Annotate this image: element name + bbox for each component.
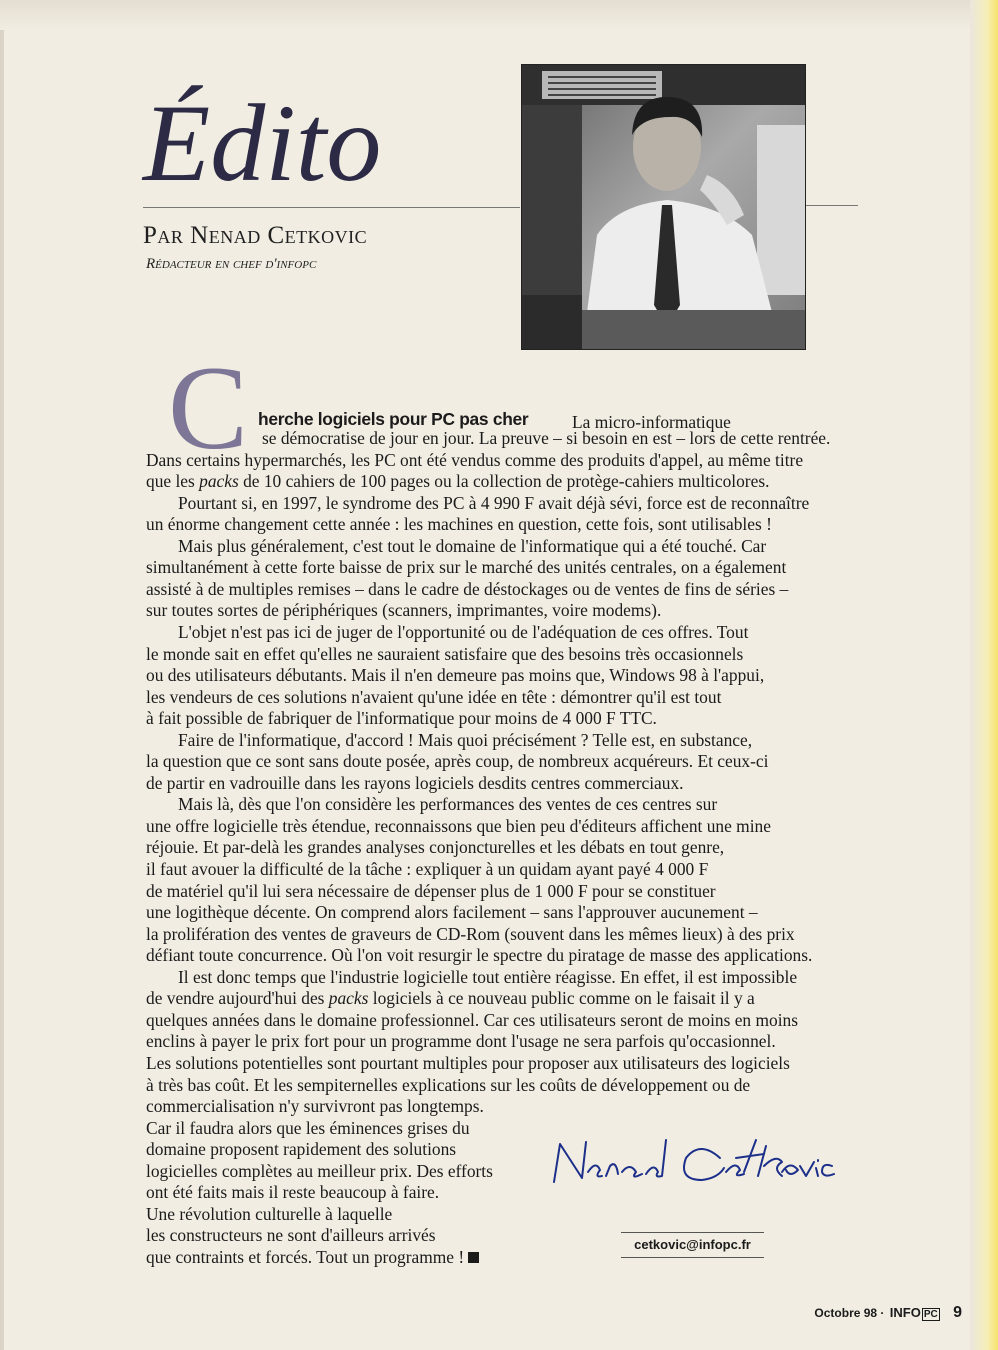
page-title: Édito [143,82,382,204]
text-line: commercialisation n'y survivront pas longtemps. [146,1096,484,1117]
lead-heading: herche logiciels pour PC pas cher [258,409,529,429]
text-line: Une révolution culturelle à laquelle [146,1203,393,1224]
page-footer [814,1304,962,1322]
author-byline: Par Nenad Cetkovic [143,222,368,249]
text-line: quelques années dans le domaine professionnel. Car ces utilisateurs seront de moins en moins [146,1009,798,1030]
magazine-logo [890,1305,940,1320]
page-number: 9 [953,1304,962,1321]
text-line: se démocratise de jour en jour. La preuve – si besoin en est – lors de cette rentrée. [262,428,831,448]
logo-text: INFO [889,1305,921,1320]
text-line: Mais là, dès que l'on considère les performances des ventes de ces centres sur [178,794,718,815]
author-role: Rédacteur en chef d'infopc [146,256,317,272]
text-line: une offre logicielle très étendue, reconnaissons que bien peu d'éditeurs affichent une mine [146,815,771,836]
text-line: Les solutions potentielles sont pourtant multiples pour proposer aux utilisateurs des logiciels [146,1052,790,1073]
text-line: ou des utilisateurs débutants. Mais il n'en demeure pas moins que, Windows 98 à l'appui, [146,665,765,686]
text-line: un énorme changement cette année : les machines en question, cette fois, sont utilisables ! [146,514,772,535]
page-spine-shadow [0,0,4,1350]
issue-date: Octobre 98 · [814,1306,885,1320]
text-line: la question que ce sont sans doute posée, après coup, de nombreux acquéreurs. Et ceux-ci [146,751,769,772]
text-line: ont été faits mais il reste beaucoup à faire. [146,1182,440,1203]
text-line: La micro-informatique [572,412,731,432]
text-line: de partir en vadrouille dans les rayons logiciels desdits centres commerciaux. [146,772,684,793]
text-line: Dans certains hypermarchés, les PC ont été vendus comme des produits d'appel, au même titre [146,449,804,470]
text-line: Faire de l'informatique, d'accord ! Mais quoi précisément ? Telle est, en substance, [178,729,753,750]
text-line: que les packs de 10 cahiers de 100 pages ou la collection de protège-cahiers multicolores. [146,471,770,492]
text-line: Car il faudra alors que les éminences grises du [146,1117,470,1138]
right-page-edge [970,0,998,1350]
author-email[interactable]: cetkovic@infopc.fr [621,1232,764,1258]
text-line: une logithèque décente. On comprend alors facilement – sans l'approuver aucunement – [146,902,758,923]
text-line: il faut avouer la difficulté de la tâche : expliquer à un quidam ayant payé 4 000 F [146,859,709,879]
text-line: la prolifération des ventes de graveurs de CD-Rom (souvent dans les mêmes lieux) à des prix [146,923,795,944]
text-line: L'objet n'est pas ici de juger de l'opportunité ou de l'adéquation de ces offres. Tout [178,621,749,642]
handwritten-signature [550,1132,835,1194]
text-line: assisté à de multiples remises – dans le cadre de déstockages ou de ventes de fins de séries – [146,578,789,599]
text-line: Pourtant si, en 1997, le syndrome des PC à 4 990 F avait déjà sévi, force est de reconnaître [178,492,810,513]
text-line: défiant toute concurrence. Où l'on voit resurgir le spectre du piratage de masse des applications. [146,945,813,966]
text-line: Mais plus généralement, c'est tout le domaine de l'informatique qui a été touché. Car [178,535,767,556]
dropcap-letter: C [168,341,249,474]
text-line: les vendeurs de ces solutions n'avaient qu'une idée en tête : démontrer qu'il est tout [146,686,722,707]
author-photo [521,64,806,350]
text-line: de vendre aujourd'hui des packs logiciels à ce nouveau public comme on le faisait il y a [146,988,755,1009]
text-line: le monde sait en effet qu'elles ne sauraient satisfaire que des besoins très occasionnels [146,643,744,664]
text-line: à fait possible de fabriquer de l'informatique pour moins de 4 000 F TTC. [146,708,657,729]
end-mark-icon [468,1252,479,1263]
text-line: réjouie. Et par-delà les grandes analyses conjoncturelles et les débats en tout genre, [146,837,725,858]
text-line: les constructeurs ne sont d'ailleurs arrivés [146,1225,436,1246]
text-line: logicielles complètes au meilleur prix. Des efforts [146,1160,493,1181]
title-rule-right [806,205,858,206]
text-line: de matériel qu'il lui sera nécessaire de dépenser plus de 1 000 F pour se constituer [146,880,716,901]
text-line: sur toutes sortes de périphériques (scanners, imprimantes, voire modems). [146,600,662,621]
text-line: simultanément à cette forte baisse de prix sur le marché des unités centrales, on a également [146,557,787,578]
top-bleed [0,0,998,30]
title-rule [143,207,520,208]
text-line: à très bas coût. Et les sempiternelles explications sur les coûts de développement ou de [146,1074,751,1095]
text-line: enclins à payer le prix fort pour un programme dont l'usage ne sera parfois qu'occasionnel. [146,1031,776,1052]
text-line: domaine proposent rapidement des solutions [146,1139,457,1160]
text-line: Il est donc temps que l'industrie logicielle tout entière réagisse. En effet, il est impossible [178,966,798,987]
logo-box: PC [923,1309,938,1320]
text-line: que contraints et forcés. Tout un programme ! [146,1246,479,1268]
